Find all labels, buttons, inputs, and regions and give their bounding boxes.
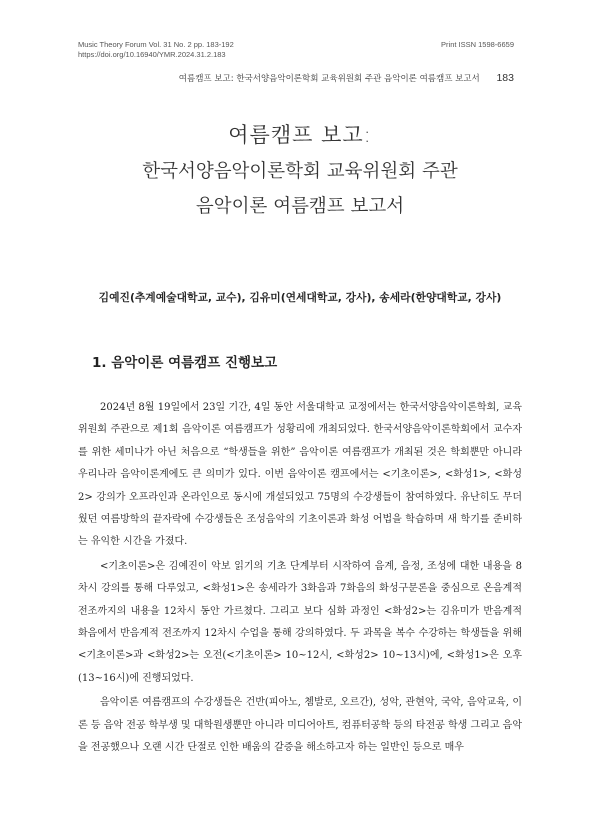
title-line-1: 여름캠프 보고:	[228, 123, 372, 147]
article-title	[0, 120, 600, 222]
journal-citation: Music Theory Forum Vol. 31 No. 2 pp. 183-192	[78, 40, 234, 49]
body-text	[78, 397, 522, 762]
running-head	[179, 72, 514, 84]
title-line-3: 음악이론 여름캠프 보고서	[195, 196, 405, 217]
paragraph: 2024년 8월 19일에서 23일 기간, 4일 동안 서울대학교 교정에서는 한국서양음악이론학회, 교육위원회 주관으로 제1회 음악이론 여름캠프가 성황리에 개최되었다. 한국서양음악이론학회에서 교수자를 위한 세미나가 아닌 처음으로 “학생들을 위한” 음악이론 여름캠프가 개최된 것은 학회뿐만 아니라 우리나라 음악이론계에도 큰 의미가 있다. 이번 음악이론 캠프에서는 <기초이론>, <화성1>, <화성2> 강의가 오프라인과 온라인으로 동시에 개설되었고 75명의 수강생들이 참여하였다. 유난히도 무더웠던 여름방학의 끝자락에 수강생들은 조성음악의 기초이론과 화성 어법을 학습하며 새 학기를 준비하는 유익한 시간을 가졌다.	[78, 402, 522, 548]
journal-info	[78, 40, 234, 60]
issn: Print ISSN 1598-6659	[441, 40, 514, 49]
paragraph: 음악이론 여름캠프의 수강생들은 건반(피아노, 쳄발로, 오르간), 성악, 관현악, 국악, 음악교육, 이론 등 음악 전공 학부생 및 대학원생뿐만 아니라 미디어아트, 컴퓨터공학 등의 타전공 학생 그리고 음악을 전공했으나 오랜 시간 단절로 인한 배움의 갈증을 해소하고자 하는 일반인 등으로 매우	[78, 697, 522, 754]
section-heading: 1. 음악이론 여름캠프 진행보고	[92, 355, 278, 371]
running-title: 여름캠프 보고: 한국서양음악이론학회 교육위원회 주관 음악이론 여름캠프 보고서	[178, 74, 480, 84]
title-line-2: 한국서양음악이론학회 교육위원회 주관	[142, 161, 458, 182]
author-list: 김예진(추계예술대학교, 교수), 김유미(연세대학교, 강사), 송세라(한양대학교, 강사)	[98, 291, 502, 304]
paragraph: <기초이론>은 김예진이 악보 읽기의 기초 단계부터 시작하여 음계, 음정, 조성에 대한 내용을 8차시 강의를 통해 다루었고, <화성1>은 송세라가 3화음과 7화음의 화성구문론을 중심으로 온음계적 전조까지의 내용을 12차시 동안 가르쳤다. 그리고 보다 심화 과정인 <화성2>는 김유미가 반음계적 화음에서 반음계적 전조까지 12차시 수업을 통해 강의하였다. 두 과목을 복수 수강하는 학생들을 위해 <기초이론>과 <화성2>는 오전(<기초이론> 10~12시, <화성2> 10~13시)에, <화성1>은 오후(13~16시)에 진행되었다.	[78, 560, 522, 684]
page-number: 183	[496, 72, 514, 84]
doi-link[interactable]: https://doi.org/10.16940/YMR.2024.31.2.183	[78, 50, 226, 59]
